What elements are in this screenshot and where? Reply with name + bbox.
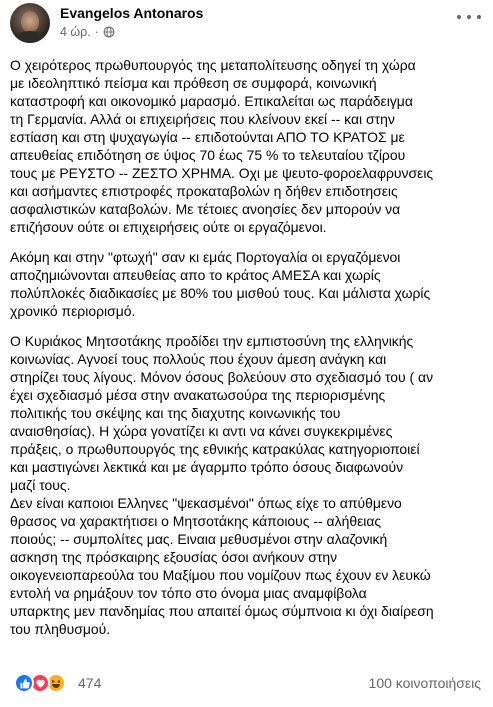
- avatar-face: [21, 11, 39, 33]
- avatar-body: [14, 31, 46, 43]
- reaction-icons: [14, 673, 72, 693]
- post-paragraph-1: Ο χειρότερος πρωθυπουργός της μεταπολίτευσης οδηγεί τη χώρα με ιδεοληπτικό πείσμα και πρόθεση σε συμφορά, κοινωνική καταστροφή και οικονομικό μαρασμό. Επικαλείται ως παράδειγμα τη Γερμανία. Αλλά οι επιχειρήσεις που κλείνουν εκεί -- και στην εστίαση και στη ψυχαγωγία -- επιδοτούνται ΑΠΟ ΤΟ ΚΡΑΤΟΣ με απευθείας επιδότηση σε ύψος 70 έως 75 % το τελευταίου τζίρου τους με ΡΕΥΣΤΟ -- ΖΕΣΤΟ ΧΡΗΜΑ. Οχι με ψευτο-φοροελαφρυνσεις και ασήμαντες επιστροφές προκαταβολών η δήθεν επιδοτησεις ασφαλιστικών καταβολών. Με τέτοιες ανοησίες δεν μπορούν να επιζήσουν ούτε οι επιχειρήσεις ούτε οι εργαζόμενοι.: [10, 57, 434, 235]
- more-options-icon[interactable]: [457, 9, 481, 25]
- post-paragraph-2: Ακόμη και στην "φτωχή" σαν κι εμάς Πορτογαλία οι εργαζόμενοι αποζημιώνονται απευθείας απο το κράτος ΑΜΕΣΑ και χωρίς πολύπλοκές διαδικασίες με 80% του μισθού τους. Και μάλιστα χωρίς χρονικό περιορισμό.: [10, 249, 431, 319]
- post-header: [10, 3, 483, 51]
- like-icon: [14, 673, 34, 693]
- post-paragraph-3: Ο Κυριάκος Μητσοτάκης προδίδει την εμπιστοσύνη της ελληνικής κοινωνίας. Αγνοεί τους πολλούς που έχουν άμεση ανάγκη και στηρίζει τους λίγους. Μόνον όσους βολεύουν στο σχεδιασμό του ( αν έχει σχεδιασμό μέσα στην ανακατωσούρα της περιορισμένης πολιτικής του σκέψης και της διαχυτης κοινωνικής του αναισθησίας). Η χώρα γονατίζει κι αντι να κάνει συγκεκριμένες πράξεις, ο πρωθυπουργός της εθνικής κατρακύλας κατηγοριοποιεί και μαστιγώνει λεκτικά και με άγαρμπο τρόπο όσους διαφωνούν μαζί τους. Δεν είναι καποιοι Ελληνες "ψεκασμένοι" όπως είχε το απύθμενο θρασος να χαρακτήτισει ο Μητσοτάκης κάποιους -- αλήθειας ποιούς; -- συμπολίτες μας. Ειναια μεθυσμένοι στην αλαζονική ασκηση της πρόσκαιρης εξουσίας όσοι ανήκουν στην οικογενειοπαρεούλα του Μαξίμου που νομίζουν πως έχουν εν λευκώ εντολή να ρημάξουν τον τόπο στο όνομα μιας αναμφίβολα υπαρκτης μεν πανδημίας που απαιτεί όμως σύμπνοια κι όχι διαίρεση του πληθυσμού.: [10, 333, 434, 637]
- meta-separator: ·: [94, 25, 99, 39]
- reactions-summary[interactable]: [14, 672, 101, 694]
- post-text: [10, 56, 490, 650]
- globe-icon[interactable]: [103, 26, 115, 38]
- author-name[interactable]: Evangelos Antonaros: [60, 5, 204, 21]
- reactions-count[interactable]: 474: [78, 675, 102, 691]
- post-time[interactable]: 4 ώρ.: [60, 25, 91, 39]
- post-meta: [60, 25, 115, 39]
- author-avatar[interactable]: [10, 3, 50, 43]
- shares-count[interactable]: 100 κοινοποιήσεις: [368, 675, 481, 691]
